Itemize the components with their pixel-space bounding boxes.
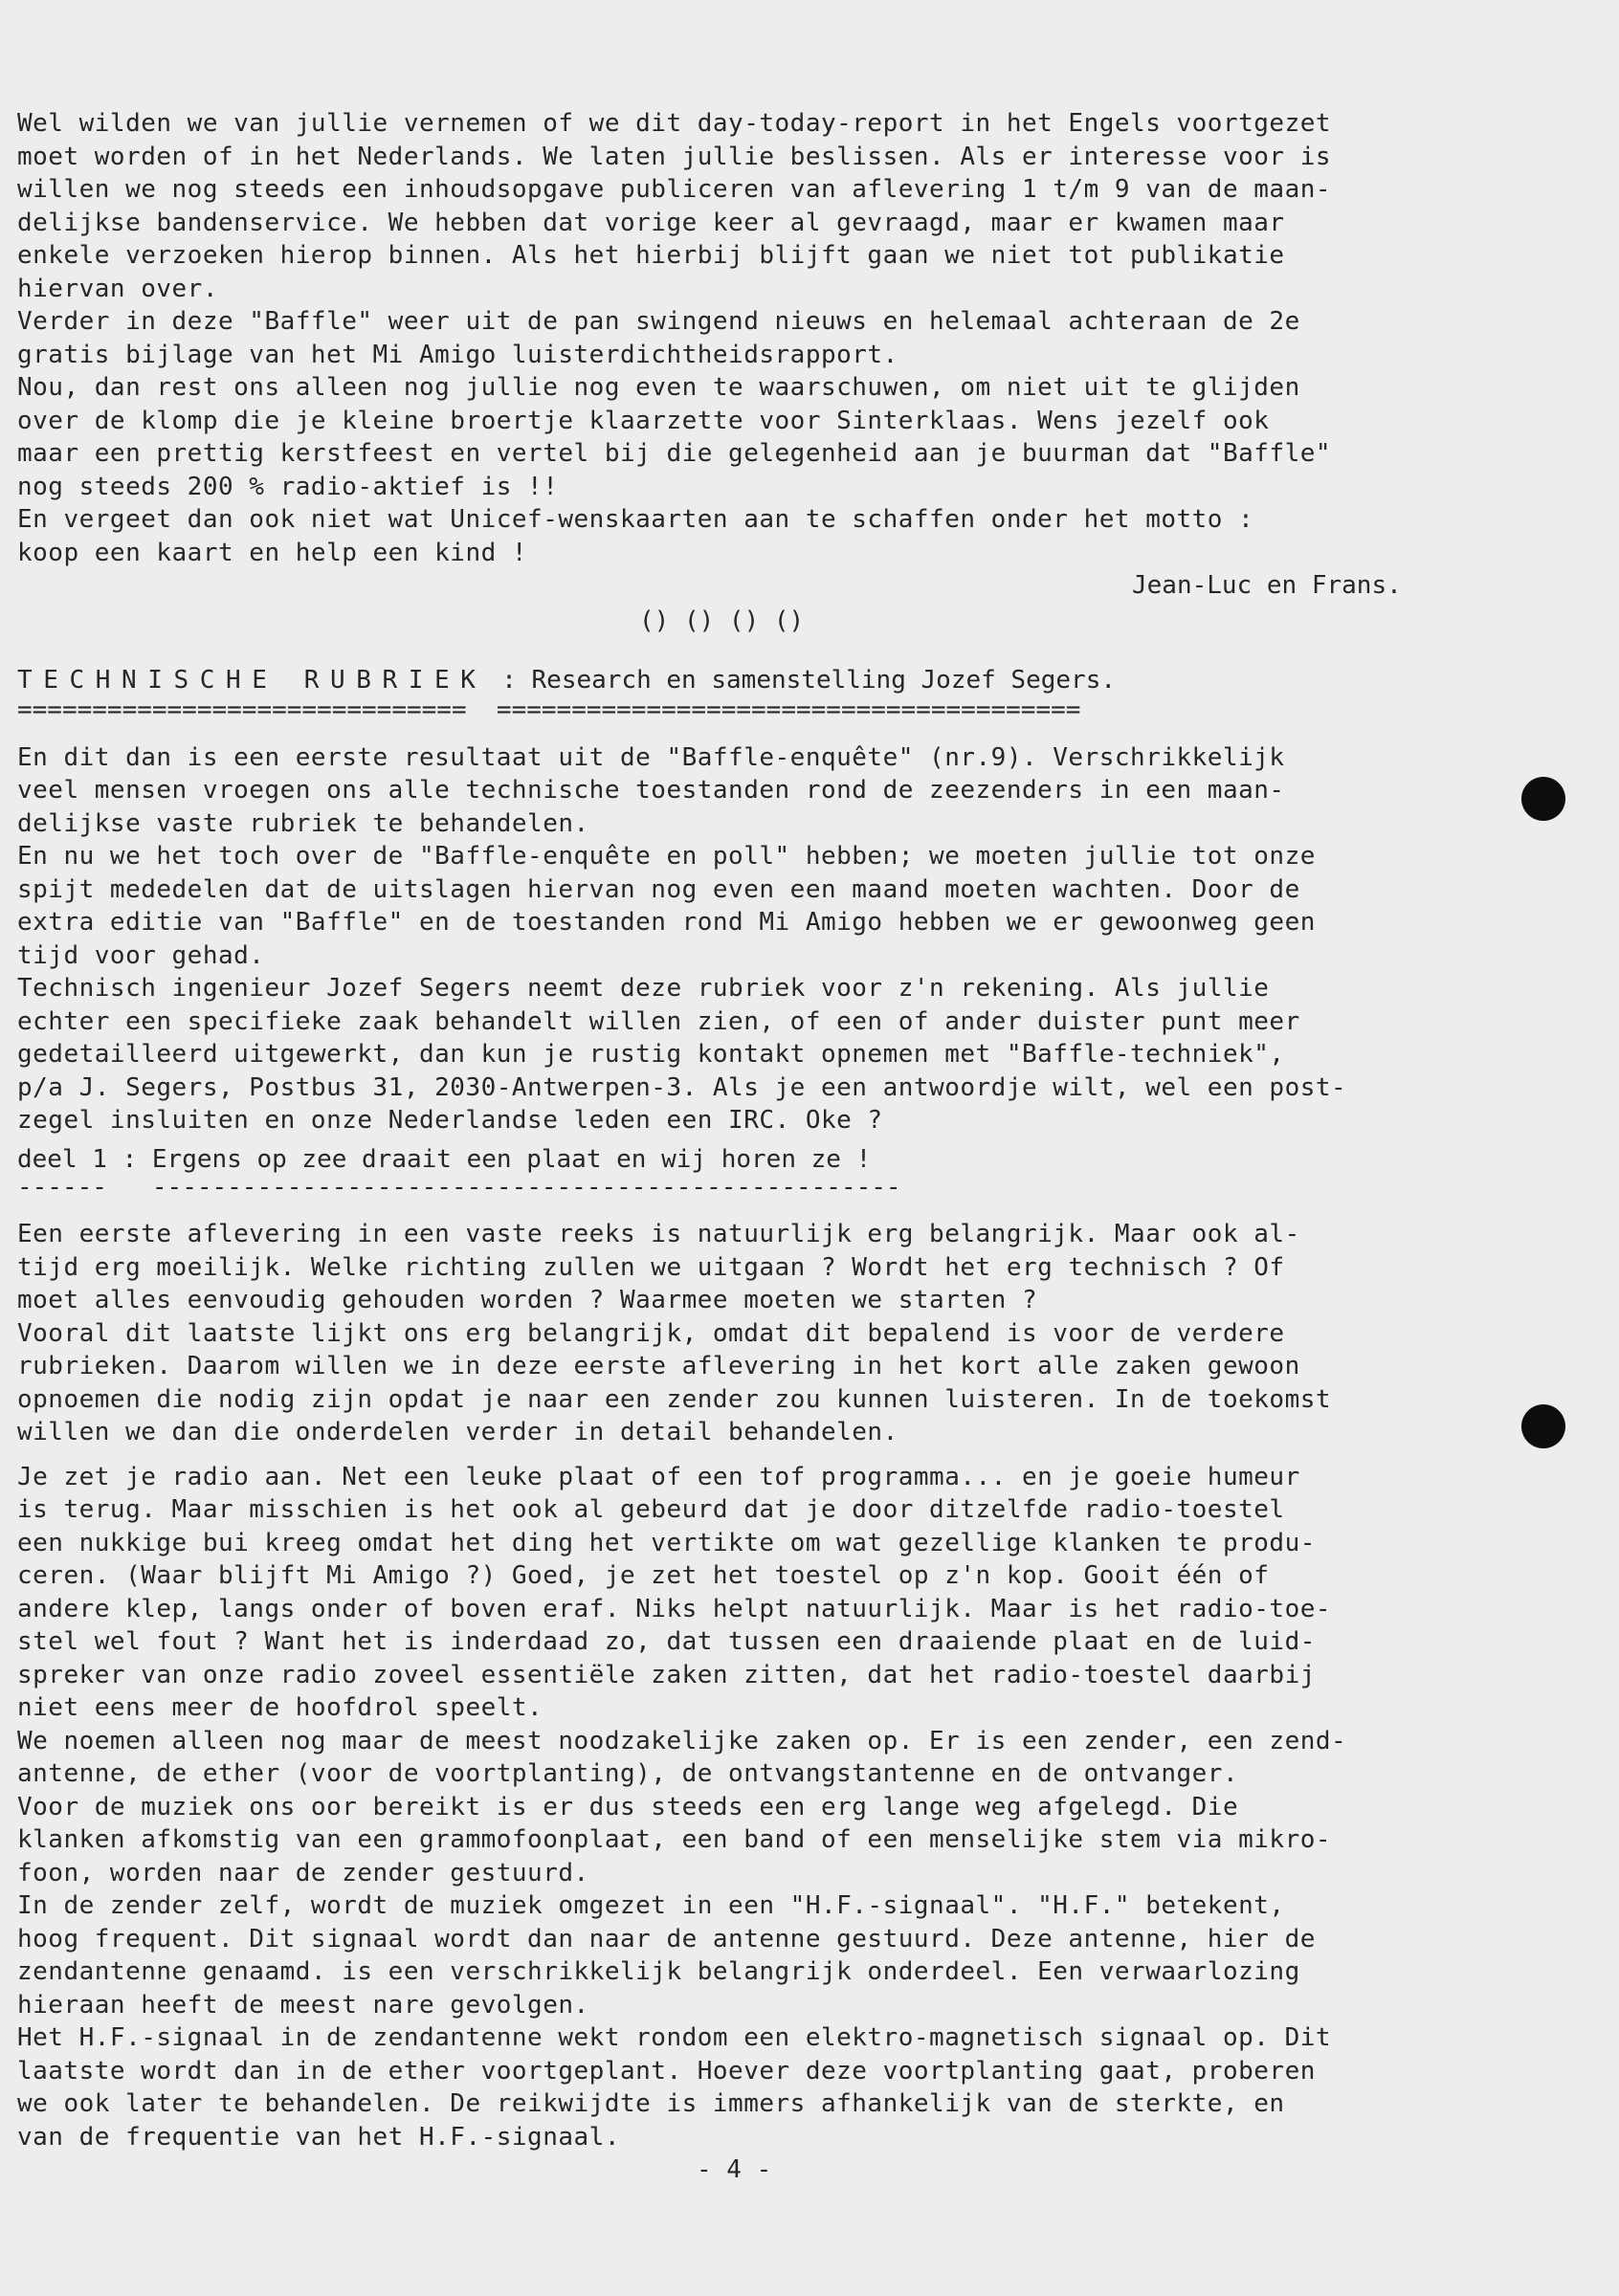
text-line: En vergeet dan ook niet wat Unicef-wenskaarten aan te schaffen onder het motto : [17, 505, 1254, 534]
subsection-title-underline: -------------------------------------------------- [151, 1176, 901, 1199]
text-line: rubrieken. Daarom willen we in deze eerste aflevering in het kort alle zaken gewoon [17, 1352, 1300, 1380]
text-line: ceren. (Waar blijft Mi Amigo ?) Goed, je zet het toestel op z'n kop. Gooit één of [17, 1561, 1270, 1590]
text-line: we ook later te behandelen. De reikwijdte is immers afhankelijk van de sterkte, en [17, 2089, 1285, 2118]
text-line: maar een prettig kerstfeest en vertel bij die gelegenheid aan je buurman dat "Baffle" [17, 439, 1332, 468]
text-line: antenne, de ether (voor de voortplanting), de ontvangstantenne en de ontvanger. [17, 1759, 1239, 1788]
text-line: spreker van onze radio zoveel essentiële zaken zitten, dat het radio-toestel daarbij [17, 1660, 1316, 1689]
text-line: Een eerste aflevering in een vaste reeks is natuurlijk erg belangrijk. Maar ook al- [17, 1220, 1300, 1248]
text-line: van de frequentie van het H.F.-signaal. [17, 2122, 620, 2152]
section-divider: () () () () [639, 606, 805, 635]
text-line: p/a J. Segers, Postbus 31, 2030-Antwerpen-3. Als je een antwoordje wilt, wel een post- [17, 1072, 1347, 1102]
subsection-label: deel 1 [17, 1144, 107, 1174]
text-line: zegel insluiten en onze Nederlandse leden een IRC. Oke ? [17, 1106, 883, 1135]
text-line: Wel wilden we van jullie vernemen of we dit day-today-report in het Engels voortgezet [17, 109, 1332, 138]
text-line: tijd erg moeilijk. Welke richting zullen we uitgaan ? Wordt het erg technisch ? Of [17, 1252, 1285, 1282]
text-line: moet worden of in het Nederlands. We laten jullie beslissen. Als er interesse voor is [17, 142, 1332, 171]
subsection-title: : Ergens op zee draait een plaat en wij horen ze ! [122, 1144, 872, 1174]
text-line: willen we dan die onderdelen verder in detail behandelen. [17, 1418, 898, 1446]
text-line: over de klomp die je kleine broertje klaarzette voor Sinterklaas. Wens jezelf ook [17, 406, 1270, 435]
document-body [17, 107, 1548, 2153]
text-line: In de zender zelf, wordt de muziek omgezet in een "H.F.-signaal". "H.F." betekent, [17, 1891, 1285, 1920]
text-line: hieraan heeft de meest nare gevolgen. [17, 1990, 589, 2020]
section-heading [17, 664, 1548, 697]
text-line: stel wel fout ? Want het is inderdaad zo, dat tussen een draaiende plaat en de luid- [17, 1627, 1316, 1656]
text-line: gratis bijlage van het Mi Amigo luisterdichtheidsrapport. [17, 340, 898, 369]
text-line: Verder in deze "Baffle" weer uit de pan swingend nieuws en helemaal achteraan de 2e [17, 307, 1300, 336]
text-line: klanken afkomstig van een grammofoonplaat, een band of een menselijke stem via mikro- [17, 1825, 1332, 1854]
text-line: koop een kaart en help een kind ! [17, 538, 528, 567]
text-line: is terug. Maar misschien is het ook al gebeurd dat je door ditzelfde radio-toestel [17, 1495, 1285, 1524]
subsection-label-underline: ------ [17, 1176, 107, 1199]
text-line: Je zet je radio aan. Net een leuke plaat of een tof programma... en je goeie humeur [17, 1462, 1300, 1491]
text-line: En nu we het toch over de "Baffle-enquête en poll" hebben; we moeten jullie tot onze [17, 842, 1316, 871]
signature: Jean-Luc en Frans. [1132, 571, 1402, 600]
text-line: willen we nog steeds een inhoudsopgave publiceren van aflevering 1 t/m 9 van de maan- [17, 175, 1332, 204]
text-line: foon, worden naar de zender gestuurd. [17, 1858, 589, 1888]
text-line: hiervan over. [17, 274, 218, 303]
text-line: spijt mededelen dat de uitslagen hiervan nog even een maand moeten wachten. Door de [17, 874, 1300, 904]
text-line: opnoemen die nodig zijn opdat je naar een zender zou kunnen luisteren. In de toekomst [17, 1384, 1332, 1414]
text-line: Voor de muziek ons oor bereikt is er dus steeds een erg lange weg afgelegd. Die [17, 1792, 1239, 1821]
text-line: delijkse bandenservice. We hebben dat vorige keer al gevraagd, maar er kwamen maar [17, 208, 1285, 237]
text-line: laatste wordt dan in de ether voortgeplant. Hoever deze voortplanting gaat, proberen [17, 2056, 1316, 2086]
text-line: extra editie van "Baffle" en de toestanden rond Mi Amigo hebben we er gewoonweg geen [17, 908, 1316, 937]
text-line: moet alles eenvoudig gehouden worden ? Waarmee moeten we starten ? [17, 1286, 1038, 1314]
text-line: Vooral dit laatste lijkt ons erg belangrijk, omdat dit bepalend is voor de verdere [17, 1318, 1285, 1348]
text-line: nog steeds 200 % radio-aktief is !! [17, 472, 559, 501]
page-number: - 4 - [697, 2155, 772, 2184]
text-line: enkele verzoeken hierop binnen. Als het hierbij blijft gaan we niet tot publikatie [17, 241, 1285, 270]
section-title: TECHNISCHE RUBRIEK [17, 666, 487, 695]
section-subtitle-underline: ======================================= [496, 696, 1081, 722]
text-line: een nukkige bui kreeg omdat het ding het vertikte om wat gezellige klanken te produ- [17, 1528, 1316, 1557]
section-heading-underline [17, 697, 1548, 722]
text-line: delijkse vaste rubriek te behandelen. [17, 808, 589, 838]
subsection-heading [17, 1143, 1548, 1177]
text-line: We noemen alleen nog maar de meest noodzakelijke zaken op. Er is een zender, een zend- [17, 1726, 1347, 1755]
text-line: veel mensen vroegen ons alle technische toestanden rond de zeezenders in een maan- [17, 776, 1285, 805]
subsection-paragraph-1 [17, 1218, 1548, 1449]
text-line: En dit dan is een eerste resultaat uit de "Baffle-enquête" (nr.9). Verschrikkelijk [17, 742, 1285, 772]
text-line: niet eens meer de hoofdrol speelt. [17, 1693, 543, 1722]
section-title-underline: ============================== [17, 696, 467, 722]
section-intro-paragraph [17, 741, 1548, 1137]
text-line: Nou, dan rest ons alleen nog jullie nog even te waarschuwen, om niet uit te glijden [17, 373, 1300, 402]
text-line: gedetailleerd uitgewerkt, dan kun je rustig kontakt opnemen met "Baffle-techniek", [17, 1040, 1285, 1069]
subsection-heading-underline [17, 1176, 1548, 1199]
subsection-paragraph-2 [17, 1461, 1548, 2154]
text-line: tijd voor gehad. [17, 940, 265, 970]
section-subtitle: : Research en samenstelling Jozef Segers. [501, 666, 1117, 695]
text-line: echter een specifieke zaak behandelt willen zien, of een of ander duister punt meer [17, 1006, 1300, 1036]
intro-paragraph [17, 107, 1548, 637]
text-line: zendantenne genaamd. is een verschrikkelijk belangrijk onderdeel. Een verwaarlozing [17, 1957, 1300, 1986]
text-line: hoog frequent. Dit signaal wordt dan naar de antenne gestuurd. Deze antenne, hier de [17, 1924, 1316, 1954]
text-line: Het H.F.-signaal in de zendantenne wekt rondom een elektro-magnetisch signaal op. Dit [17, 2023, 1332, 2052]
text-line: Technisch ingenieur Jozef Segers neemt deze rubriek voor z'n rekening. Als jullie [17, 974, 1270, 1003]
text-line: andere klep, langs onder of boven eraf. Niks helpt natuurlijk. Maar is het radio-toe- [17, 1594, 1332, 1623]
